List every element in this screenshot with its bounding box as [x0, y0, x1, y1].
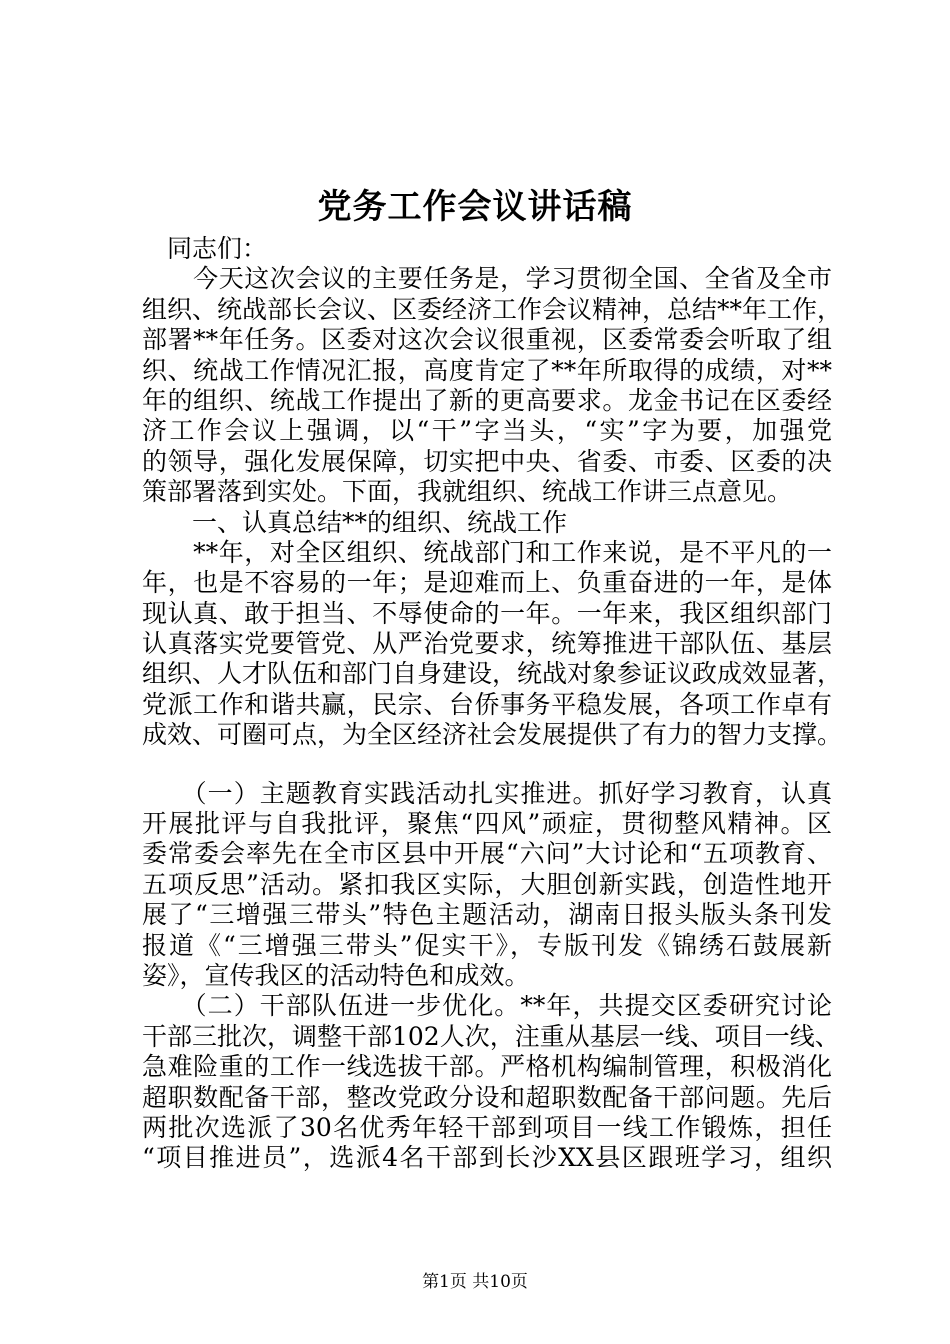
text-line: 急难险重的工作一线选拔干部。严格机构编制管理，积极消化 — [142, 1052, 832, 1082]
text-line: 部署**年任务。区委对这次会议很重视，区委常委会听取了组 — [142, 325, 832, 355]
text-line: 党派工作和谐共赢，民宗、台侨事务平稳发展，各项工作卓有 — [142, 689, 832, 719]
document-body — [142, 234, 843, 1174]
text-line: 组织、统战部长会议、区委经济工作会议精神，总结**年工作， — [142, 294, 843, 324]
text-line: 现认真、敢于担当、不辱使命的一年。一年来，我区组织部门 — [142, 598, 832, 628]
text-line: 干部三批次，调整干部102人次，注重从基层一线、项目一线、 — [142, 1021, 840, 1051]
point-1-paragraph — [142, 779, 832, 992]
text-line: 一、认真总结**的组织、统战工作 — [142, 507, 568, 537]
salutation-paragraph — [142, 234, 832, 264]
text-line: 五项反思”活动。紧扣我区实际，大胆创新实践，创造性地开 — [142, 869, 832, 899]
document-title: 党务工作会议讲话稿 — [317, 187, 633, 227]
text-line: 认真落实党要管党、从严治党要求，统筹推进干部队伍、基层 — [142, 629, 832, 659]
text-line: （二）干部队伍进一步优化。**年，共提交区委研究讨论 — [142, 991, 832, 1021]
text-line: 姿》，宣传我区的活动特色和成效。 — [142, 960, 530, 990]
text-line: **年，对全区组织、统战部门和工作来说，是不平凡的一 — [142, 537, 832, 567]
text-line: 济工作会议上强调，以“干”字当头，“实”字为要，加强党 — [142, 416, 832, 446]
text-line: 策部署落到实处。下面，我就组织、统战工作讲三点意见。 — [142, 477, 793, 507]
text-line: 两批次选派了30名优秀年轻干部到项目一线工作锻炼，担任 — [142, 1112, 832, 1142]
text-line: 成效、可圈可点，为全区经济社会发展提供了有力的智力支撑。 — [142, 720, 843, 750]
text-line: 超职数配备干部，整改党政分设和超职数配备干部问题。先后 — [142, 1082, 832, 1112]
text-line: 同志们： — [142, 234, 268, 263]
text-line: 织、统战工作情况汇报，高度肯定了**年所取得的成绩，对** — [142, 355, 832, 385]
text-line: 展了“三增强三带头”特色主题活动，湖南日报头版头条刊发 — [142, 900, 832, 930]
intro-paragraph — [142, 264, 843, 507]
text-line: 开展批评与自我批评，聚焦“四风”顽症，贯彻整风精神。区 — [142, 809, 832, 839]
text-line: 年的组织、统战工作提出了新的更高要求。龙金书记在区委经 — [142, 385, 832, 415]
paragraph-gap — [142, 751, 832, 779]
summary-paragraph — [142, 537, 843, 751]
text-line: 年，也是不容易的一年；是迎难而上、负重奋进的一年，是体 — [142, 568, 832, 598]
text-line: 的领导，强化发展保障，切实把中央、省委、市委、区委的决 — [142, 446, 832, 476]
text-line: 委常委会率先在全市区县中开展“六问”大讨论和“五项教育、 — [142, 839, 832, 869]
text-line: “项目推进员”，选派4名干部到长沙XX县区跟班学习，组织 — [142, 1143, 832, 1173]
text-line: 报道《“三增强三带头”促实干》，专版刊发《锦绣石鼓展新 — [142, 930, 832, 960]
text-line: 组织、人才队伍和部门自身建设，统战对象参证议政成效显著， — [142, 659, 843, 689]
section-heading — [142, 508, 832, 538]
page-footer: 第1页 共10页 — [422, 1272, 528, 1292]
text-line: 今天这次会议的主要任务是，学习贯彻全国、全省及全市 — [142, 264, 832, 294]
point-2-paragraph — [142, 991, 840, 1173]
text-line: （一）主题教育实践活动扎实推进。抓好学习教育，认真 — [142, 778, 832, 808]
